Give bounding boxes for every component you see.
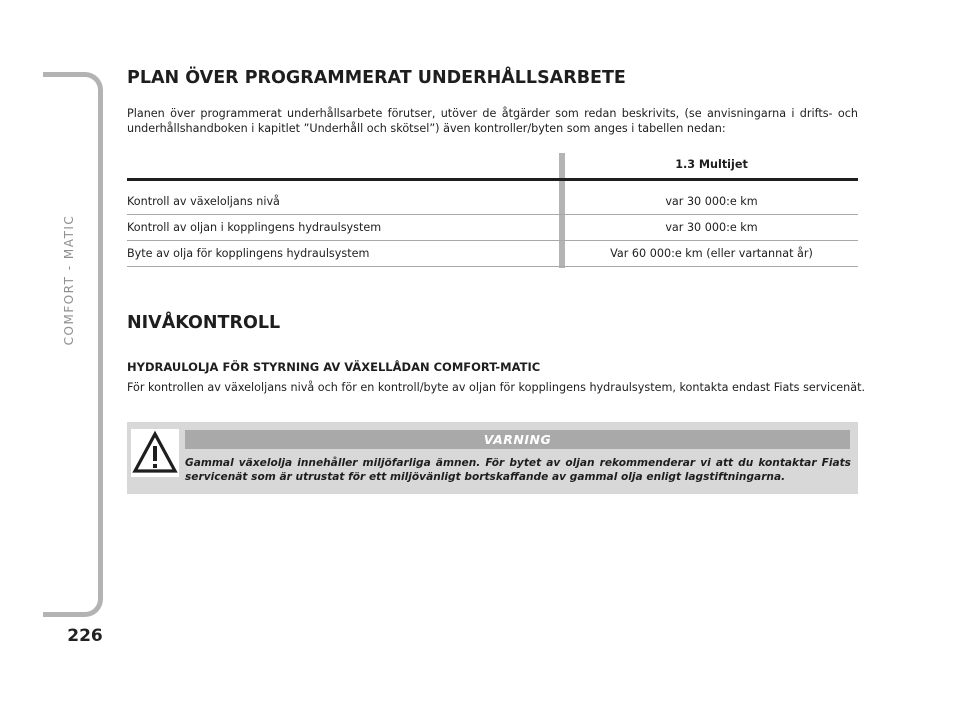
level-check-subtitle: HYDRAULOLJA FÖR STYRNING AV VÄXELLÅDAN COMFORT-MATIC [127, 360, 541, 374]
row-value: Var 60 000:e km (eller vartannat år) [610, 247, 813, 260]
table-row [127, 189, 858, 215]
row-label: Kontroll av oljan i kopplingens hydraulsystem [127, 221, 382, 234]
row-label: Kontroll av växeloljans nivå [127, 195, 280, 208]
table-row [127, 215, 858, 241]
header-rule [127, 178, 858, 181]
row-value: var 30 000:e km [665, 221, 758, 234]
page-number: 226 [67, 626, 103, 646]
row-label: Byte av olja för kopplingens hydraulsystem [127, 247, 370, 260]
table-row [127, 241, 858, 267]
chapter-label: COMFORT - MATIC [62, 214, 76, 346]
row-value: var 30 000:e km [665, 195, 758, 208]
warning-text: Gammal växelolja innehåller miljöfarliga ämnen. För bytet av oljan rekommenderar vi att du kontaktar Fiats servicenät som är utrustat för ett miljövänligt bortskaffande av gammal olja enligt lagstiftningarna. [185, 457, 851, 483]
maintenance-table [127, 153, 858, 268]
column-header: 1.3 Multijet [675, 158, 748, 171]
warning-box [127, 422, 858, 494]
level-check-title: NIVÅKONTROLL [127, 313, 281, 333]
intro-paragraph: Planen över programmerat underhållsarbete förutser, utöver de åtgärder som redan beskrivits, (se anvisningarna i drifts- och underhållshandboken i kapitlet ”Underhåll och skötsel”) även kontroller/byten som anges i tabellen nedan: [127, 107, 858, 135]
level-check-text: För kontrollen av växeloljans nivå och för en kontroll/byte av oljan för kopplingens hydraulsystem, kontakta endast Fiats servicenät. [127, 381, 866, 394]
warning-triangle-icon [131, 429, 179, 477]
warning-title: VARNING [185, 430, 850, 449]
section-title: PLAN ÖVER PROGRAMMERAT UNDERHÅLLSARBETE [127, 68, 626, 88]
